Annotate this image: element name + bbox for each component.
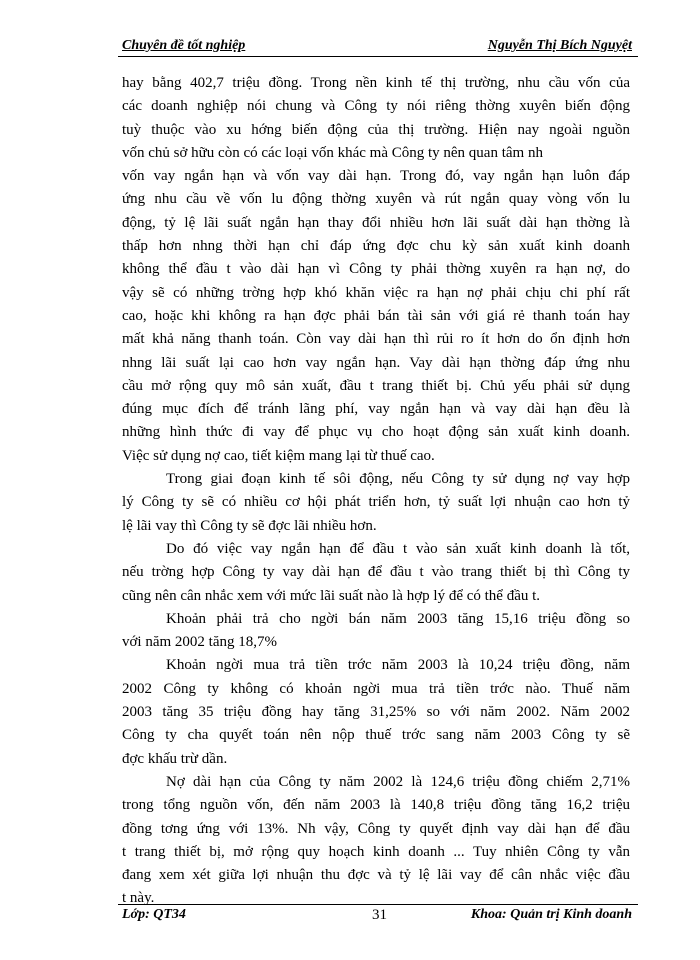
text-line: đợc khấu trừ dần. bbox=[122, 750, 228, 767]
text-line: đúng mục đích để tránh lãng phí, vay ngắn hạn và vay dài hạn đều là bbox=[122, 401, 630, 418]
text-line: tuỳ thuộc vào xu hớng biến động của thị trường. Hiện nay ngoài nguồn bbox=[122, 121, 630, 138]
text-line: với năm 2002 tăng 18,7% bbox=[122, 634, 277, 651]
text-line: những hình thức đi vay để phục vụ cho hoạt động sản xuất kinh doanh. bbox=[122, 424, 630, 441]
text-line: mất khả năng thanh toán. Còn vay dài hạn thì rủi ro ít hơn do ổn định hơn bbox=[122, 331, 630, 348]
footer-right: Khoa: Quản trị Kinh doanh bbox=[470, 907, 632, 922]
text-line: Việc sử dụng nợ cao, tiết kiệm mang lại từ thuế cao. bbox=[122, 447, 435, 464]
text-line: Khoản ngời mua trả tiền trớc năm 2003 là 10,24 triệu đồng, năm bbox=[166, 657, 630, 674]
footer-left: Lớp: QT34 bbox=[122, 907, 186, 922]
header-rule bbox=[118, 56, 638, 57]
text-line: 2002 Công ty không có khoản ngời mua trả tiền trớc nào. Thuế năm bbox=[122, 680, 630, 697]
text-line: đồng tơng ứng với 13%. Nh vậy, Công ty quyết định vay dài hạn để đầu bbox=[122, 820, 630, 837]
text-line: t trang thiết bị, mở rộng quy hoạch kinh doanh ... Tuy nhiên Công ty vẫn bbox=[122, 843, 630, 860]
text-line: t này. bbox=[122, 890, 155, 907]
text-line: vậy sẽ có những trờng hợp khó khăn việc ra hạn nợ phải chịu chi phí rất bbox=[122, 284, 630, 301]
text-line: cao, hoặc khi không ra hạn đợc phải bán tài sản với giá rẻ thanh toán hay bbox=[122, 307, 630, 324]
text-line: hay bằng 402,7 triệu đồng. Trong nền kinh tế thị trường, nhu cầu vốn của bbox=[122, 75, 630, 91]
text-line: không thể đầu t vào dài hạn vì Công ty phải thờng xuyên ra hạn nợ, do bbox=[122, 261, 630, 278]
text-line: 2003 tăng 35 triệu đồng hay tăng 31,25% so với năm 2002. Năm 2002 bbox=[122, 704, 630, 721]
text-line: lệ lãi vay thì Công ty sẽ đợc lãi nhiều hơn. bbox=[122, 517, 377, 534]
text-line: cũng nên cân nhắc xem với mức lãi suất nào là hợp lý để có thể đầu t. bbox=[122, 587, 541, 604]
text-line: ứng nhu cầu về vốn lu động thờng xuyên và rút ngắn quay vòng vốn lu bbox=[122, 191, 630, 208]
text-line: trong tổng nguồn vốn, đến năm 2003 là 140,8 triệu đồng tăng 16,2 triệu bbox=[122, 797, 630, 814]
text-line: Trong giai đoạn kinh tế sôi động, nếu Công ty sử dụng nợ vay hợp bbox=[166, 471, 630, 488]
text-line: đang xem xét giữa lợi nhuận thu đợc và tỷ lệ lãi vay để cân nhắc việc đầu bbox=[122, 867, 630, 884]
text-line: Công ty cha quyết toán nên nộp thuế trớc sang năm 2003 Công ty sẽ bbox=[122, 727, 630, 744]
text-line: động, tỷ lệ lãi suất ngắn hạn thay đổi nhiều hơn lãi suất dài hạn thờng là bbox=[122, 214, 630, 231]
text-line: vốn chủ sở hữu còn có các loại vốn khác mà Công ty nên quan tâm nh bbox=[122, 144, 543, 161]
page-number: 31 bbox=[372, 907, 387, 923]
text-line: vốn vay ngắn hạn và vốn vay dài hạn. Trong đó, vay ngắn hạn luôn đáp bbox=[122, 168, 630, 185]
header-left: Chuyên đề tốt nghiệp bbox=[122, 38, 246, 53]
footer-rule bbox=[118, 904, 638, 905]
text-line: Nợ dài hạn của Công ty năm 2002 là 124,6 triệu đồng chiếm 2,71% bbox=[166, 773, 630, 790]
text-line: nếu trờng hợp Công ty vay dài hạn để đầu t vào trang thiết bị thì Công ty bbox=[122, 564, 630, 581]
text-line: thấp hơn nhng thời hạn chỉ đáp ứng đợc chu kỳ sản xuất kinh doanh bbox=[122, 238, 630, 255]
text-line: nhng lãi suất lại cao hơn vay ngắn hạn. Vay dài hạn thờng đáp ứng nhu bbox=[122, 354, 630, 371]
text-line: lý Công ty sẽ có nhiều cơ hội phát triển hơn, tỷ suất lợi nhuận cao hơn tỷ bbox=[122, 494, 630, 511]
header-right: Nguyễn Thị Bích Nguyệt bbox=[487, 38, 632, 53]
text-line: Do đó việc vay ngắn hạn để đầu t vào sản xuất kinh doanh là tốt, bbox=[166, 540, 630, 557]
text-line: các doanh nghiệp nói chung và Công ty nói riêng thờng xuyên biến động bbox=[122, 98, 630, 115]
text-line: Khoản phải trả cho ngời bán năm 2003 tăng 15,16 triệu đồng so bbox=[166, 610, 630, 627]
text-line: cầu mở rộng quy mô sản xuất, đầu t trang thiết bị. Chủ yếu phải sử dụng bbox=[122, 377, 630, 394]
body-text bbox=[122, 72, 630, 911]
